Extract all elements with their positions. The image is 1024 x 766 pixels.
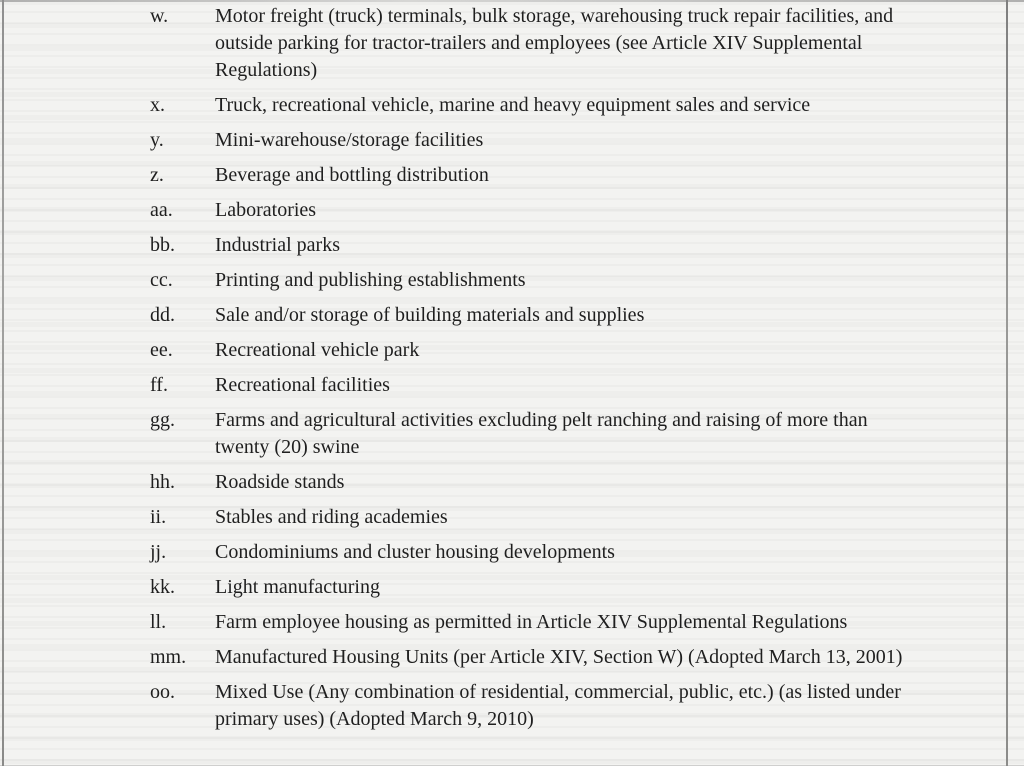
item-label: ee. [150,339,173,361]
item-label: ii. [150,506,167,528]
item-label: hh. [150,471,175,493]
item-label: mm. [150,646,187,668]
list-item [150,232,920,259]
list-item [150,302,920,329]
list-item [150,644,920,671]
list-item [150,162,920,189]
scan-edge-top [0,0,1024,2]
item-label: y. [150,129,164,151]
list-item [150,574,920,601]
item-text: Recreational facilities [215,374,390,396]
item-text: Mixed Use (Any combination of residential, commercial, public, etc.) (as listed under primary uses) (Adopted March 9, 2010) [215,681,901,730]
list-item [150,3,920,84]
item-text: Motor freight (truck) terminals, bulk storage, warehousing truck repair facilities, and outside parking for tractor-trailers and employees (see Article XIV Supplemental Regulations) [215,5,894,81]
item-text: Truck, recreational vehicle, marine and heavy equipment sales and service [215,94,811,116]
item-label: ll. [150,611,167,633]
item-text: Light manufacturing [215,576,380,598]
list-item [150,92,920,119]
item-label: w. [150,5,169,27]
item-label: gg. [150,409,175,431]
list-item [150,407,920,461]
item-text: Farms and agricultural activities excluding pelt ranching and raising of more than twenty (20) swine [215,409,868,458]
item-label: jj. [150,541,167,563]
item-label: bb. [150,234,175,256]
item-label: x. [150,94,165,116]
list-item [150,372,920,399]
item-text: Laboratories [215,199,317,221]
item-text: Condominiums and cluster housing developments [215,541,615,563]
item-label: aa. [150,199,173,221]
item-label: z. [150,164,164,186]
item-text: Roadside stands [215,471,345,493]
list-item [150,197,920,224]
item-text: Sale and/or storage of building materials and supplies [215,304,645,326]
list-item [150,609,920,636]
list-item [150,267,920,294]
list-item [150,337,920,364]
scan-edge-right [1006,0,1008,766]
item-text: Beverage and bottling distribution [215,164,489,186]
item-text: Manufactured Housing Units (per Article XIV, Section W) (Adopted March 13, 2001) [215,646,903,668]
scan-edge-left [2,0,4,766]
item-text: Recreational vehicle park [215,339,420,361]
item-text: Farm employee housing as permitted in Article XIV Supplemental Regulations [215,611,848,633]
item-label: dd. [150,304,175,326]
item-label: oo. [150,681,175,703]
permitted-uses-list [150,3,920,741]
list-item [150,469,920,496]
list-item [150,504,920,531]
item-text: Mini-warehouse/storage facilities [215,129,484,151]
list-item [150,127,920,154]
item-label: kk. [150,576,175,598]
list-item [150,539,920,566]
item-label: cc. [150,269,173,291]
item-text: Printing and publishing establishments [215,269,526,291]
list-item [150,679,920,733]
item-text: Industrial parks [215,234,340,256]
item-label: ff. [150,374,168,396]
item-text: Stables and riding academies [215,506,448,528]
